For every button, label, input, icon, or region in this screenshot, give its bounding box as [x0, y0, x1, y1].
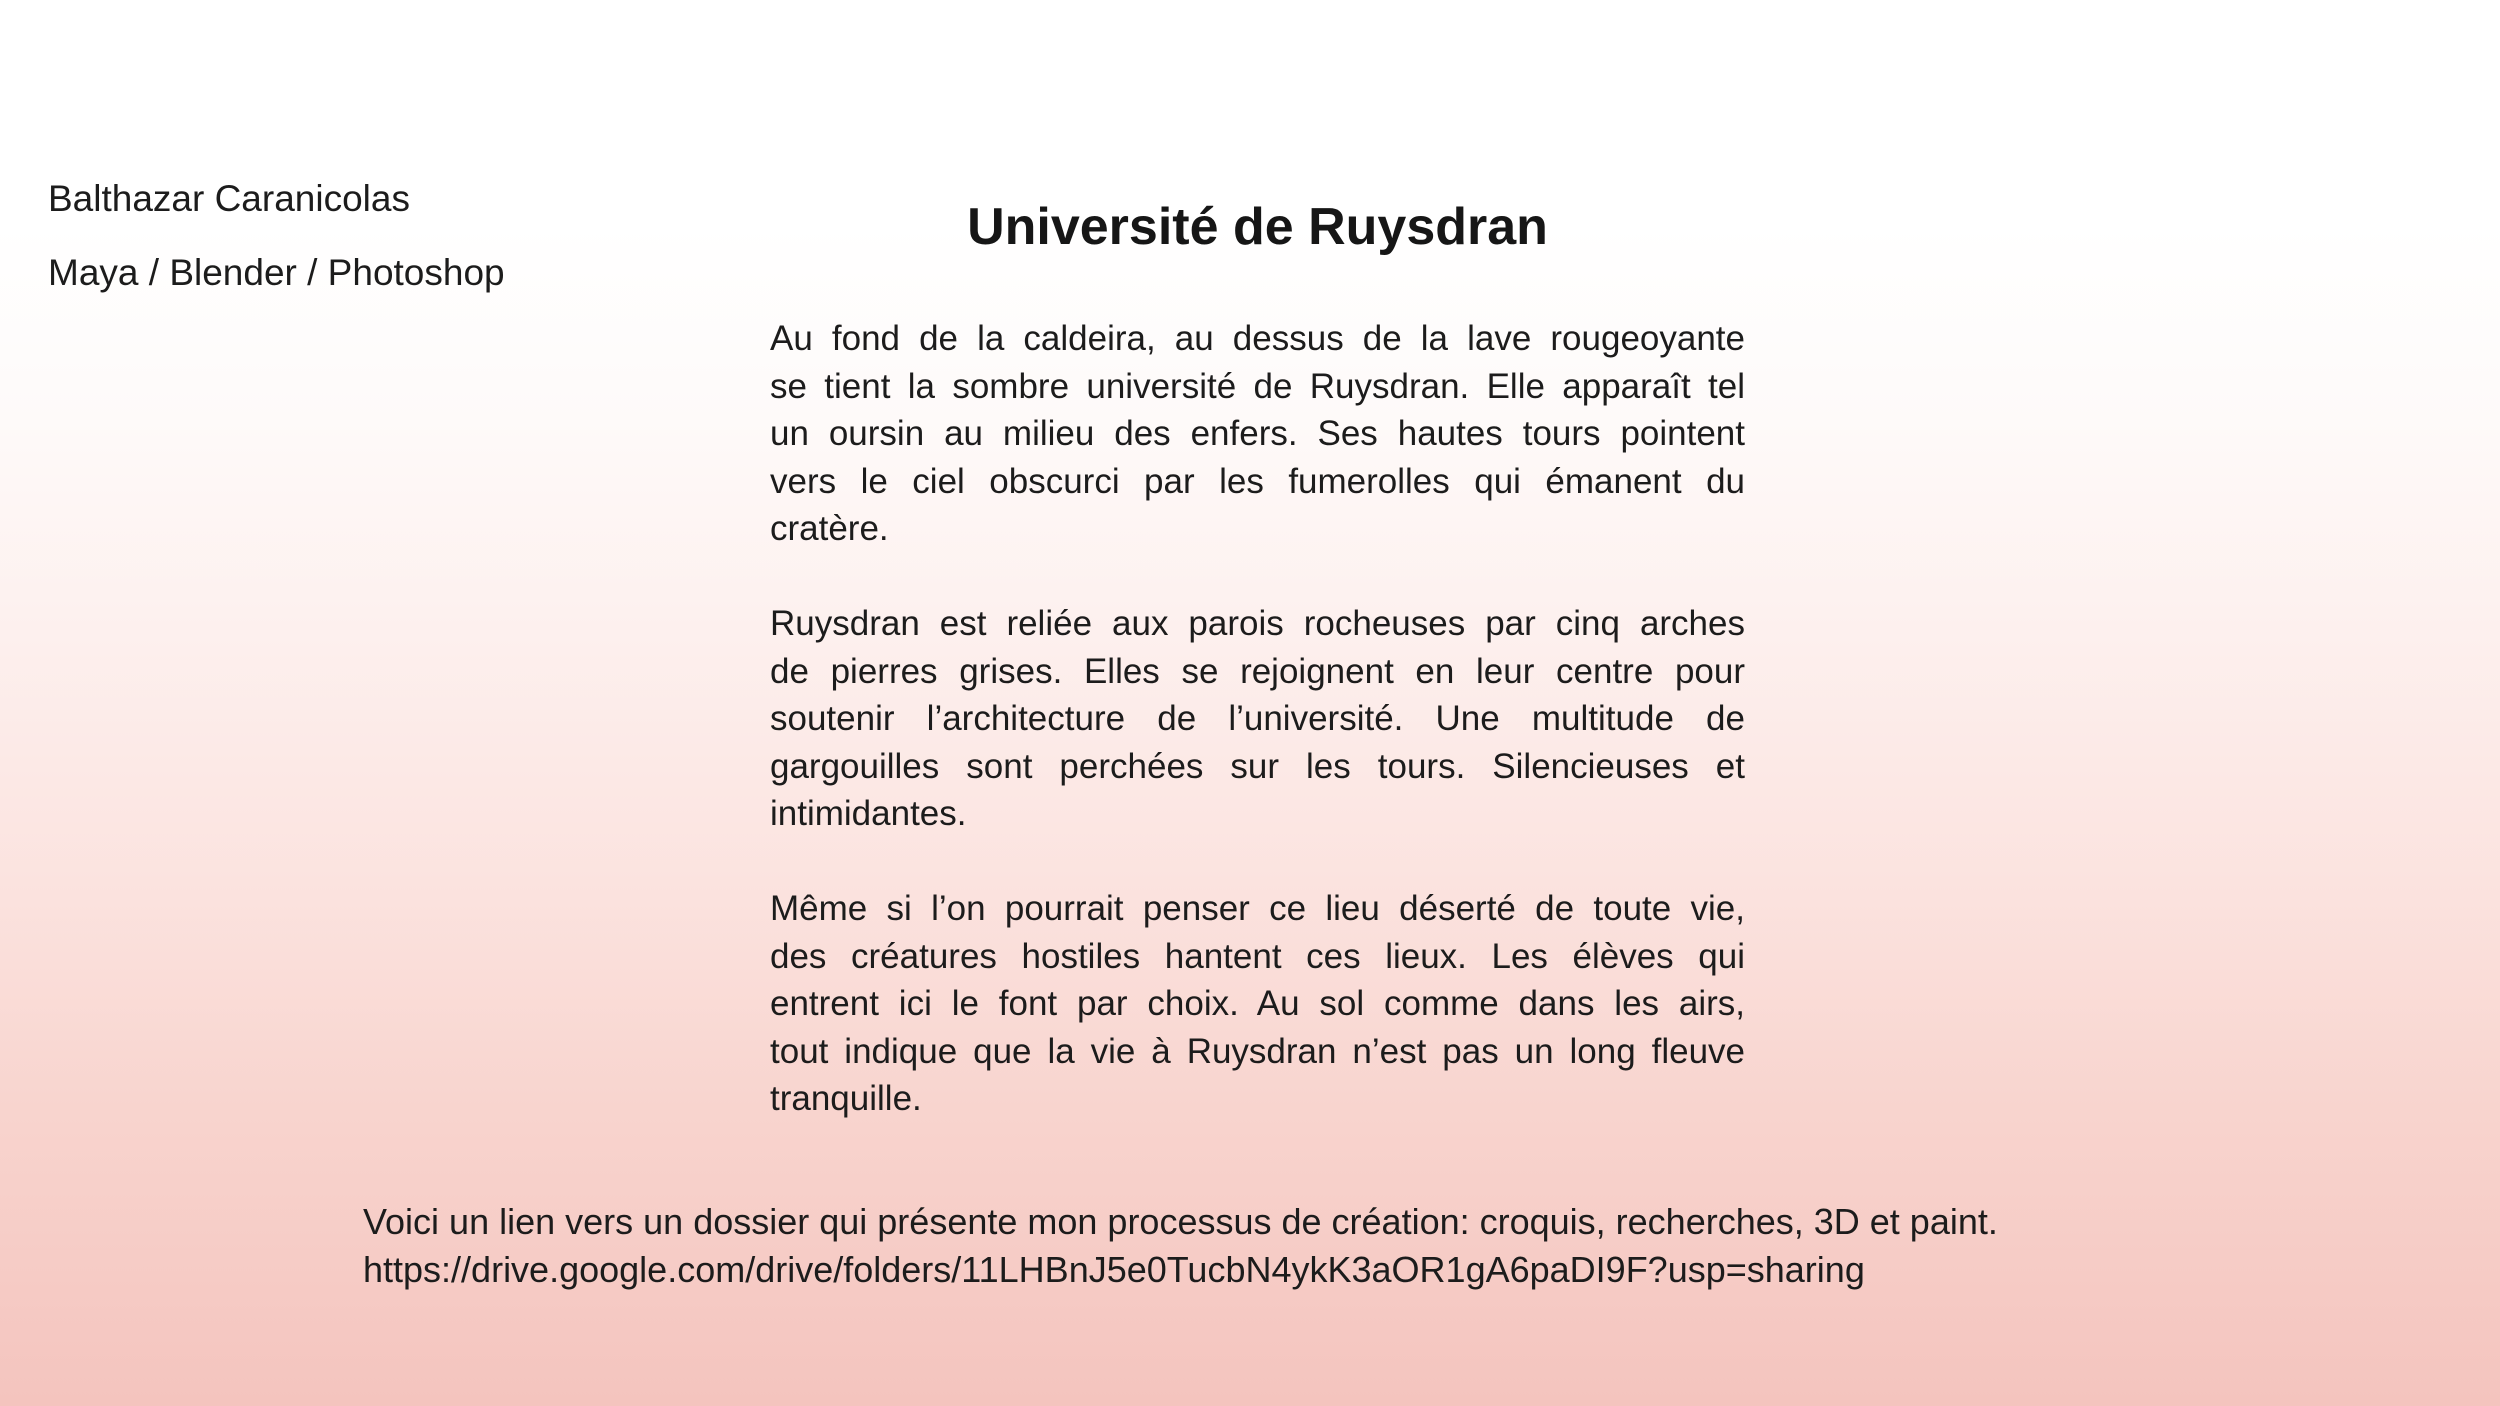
paragraph-line: Ruysdran est reliée aux parois rocheuses par cinq arches — [770, 604, 1745, 643]
paragraph-creatures — [770, 885, 1745, 1123]
paragraph-line: intimidantes. — [770, 794, 967, 833]
paragraph-line: un oursin au milieu des enfers. Ses hautes tours pointent — [770, 414, 1745, 453]
paragraph-arches — [770, 600, 1745, 838]
drive-folder-link[interactable]: https://drive.google.com/drive/folders/11LHBnJ5e0TucbN4ykK3aOR1gA6paDI9F?usp=sharing — [363, 1248, 1865, 1290]
author-name: Balthazar Caranicolas — [48, 178, 410, 219]
paragraph-line: cratère. — [770, 509, 889, 548]
description-body — [770, 315, 1745, 1170]
paragraph-line: soutenir l’architecture de l’université. Une multitude de — [770, 699, 1745, 738]
paragraph-line: Au fond de la caldeira, au dessus de la lave rougeoyante — [770, 319, 1745, 358]
paragraph-line: tranquille. — [770, 1079, 922, 1118]
paragraph-line: se tient la sombre université de Ruysdran. Elle apparaît tel — [770, 366, 1745, 406]
author-tools: Maya / Blender / Photoshop — [48, 252, 505, 293]
paragraph-line: entrent ici le font par choix. Au sol comme dans les airs, — [770, 984, 1745, 1023]
paragraph-line: de pierres grises. Elles se rejoignent en leur centre pour — [770, 651, 1745, 691]
paragraph-line: Même si l’on pourrait penser ce lieu déserté de toute vie, — [770, 889, 1745, 928]
page-title: Université de Ruysdran — [967, 198, 1548, 256]
paragraph-line: gargouilles sont perchées sur les tours. Silencieuses et — [770, 746, 1745, 786]
paragraph-caldeira — [770, 315, 1745, 553]
paragraph-line: tout indique que la vie à Ruysdran n’est pas un long fleuve — [770, 1031, 1745, 1071]
process-note: Voici un lien vers un dossier qui présente mon processus de création: croquis, recherches, 3D et paint. — [363, 1201, 1998, 1242]
author-block — [48, 177, 505, 295]
footer-block — [363, 1198, 2263, 1293]
paragraph-line: vers le ciel obscurci par les fumerolles qui émanent du — [770, 461, 1745, 501]
paragraph-line: des créatures hostiles hantent ces lieux. Les élèves qui — [770, 936, 1745, 976]
